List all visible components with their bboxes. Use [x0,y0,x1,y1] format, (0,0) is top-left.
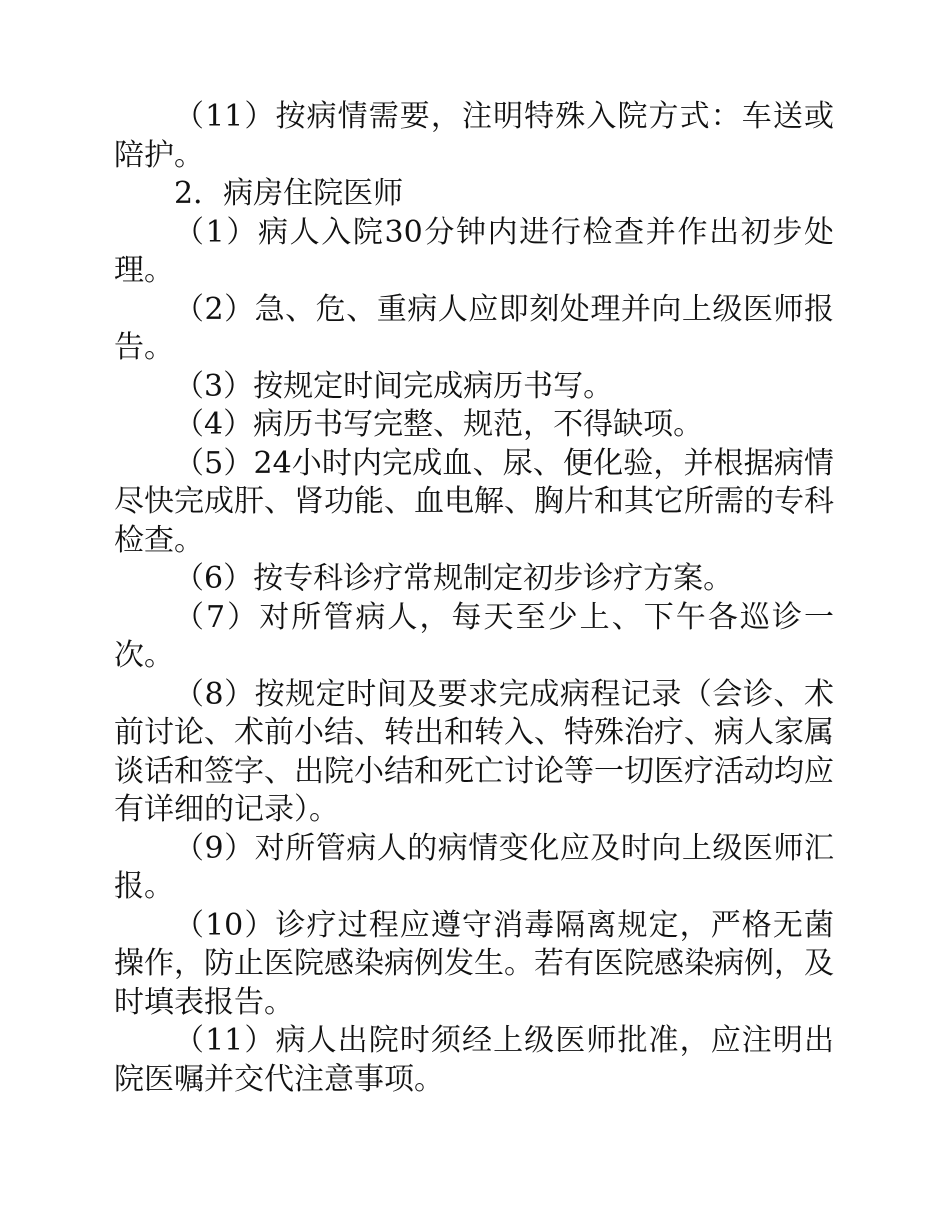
paragraph-item-5: （5）24小时内完成血、尿、便化验，并根据病情尽快完成肝、肾功能、血电解、胸片和其它所需的专科检查。 [114,445,834,558]
paragraph-item-1: （1）病人入院30分钟内进行检查并作出初步处理。 [114,214,834,288]
document-page [114,98,834,1099]
paragraph-item-8: （8）按规定时间及要求完成病程记录（会诊、术前讨论、术前小结、转出和转入、特殊治疗、病人家属谈话和签字、出院小结和死亡讨论等一切医疗活动均应有详细的记录）。 [114,676,834,827]
paragraph-item-3: （3）按规定时间完成病历书写。 [174,368,614,404]
paragraph-item-10: （10）诊疗过程应遵守消毒隔离规定，严格无菌操作，防止医院感染病例发生。若有医院感染病例，及时填表报告。 [114,907,834,1020]
paragraph-item-4: （4）病历书写完整、规范，不得缺项。 [174,407,704,442]
paragraph-item-11: （11）病人出院时须经上级医师批准，应注明出院医嘱并交代注意事项。 [114,1023,834,1097]
paragraph-item-9: （9）对所管病人的病情变化应及时向上级医师汇报。 [114,830,834,904]
paragraph-special-admission: （11）按病情需要，注明特殊入院方式：车送或陪护。 [114,99,834,173]
paragraph-item-2: （2）急、危、重病人应即刻处理并向上级医师报告。 [114,291,834,365]
section-heading-ward-physician: 2．病房住院医师 [174,176,404,211]
paragraph-item-6: （6）按专科诊疗常规制定初步诊疗方案。 [174,561,734,596]
paragraph-item-7: （7）对所管病人，每天至少上、下午各巡诊一次。 [114,599,834,673]
